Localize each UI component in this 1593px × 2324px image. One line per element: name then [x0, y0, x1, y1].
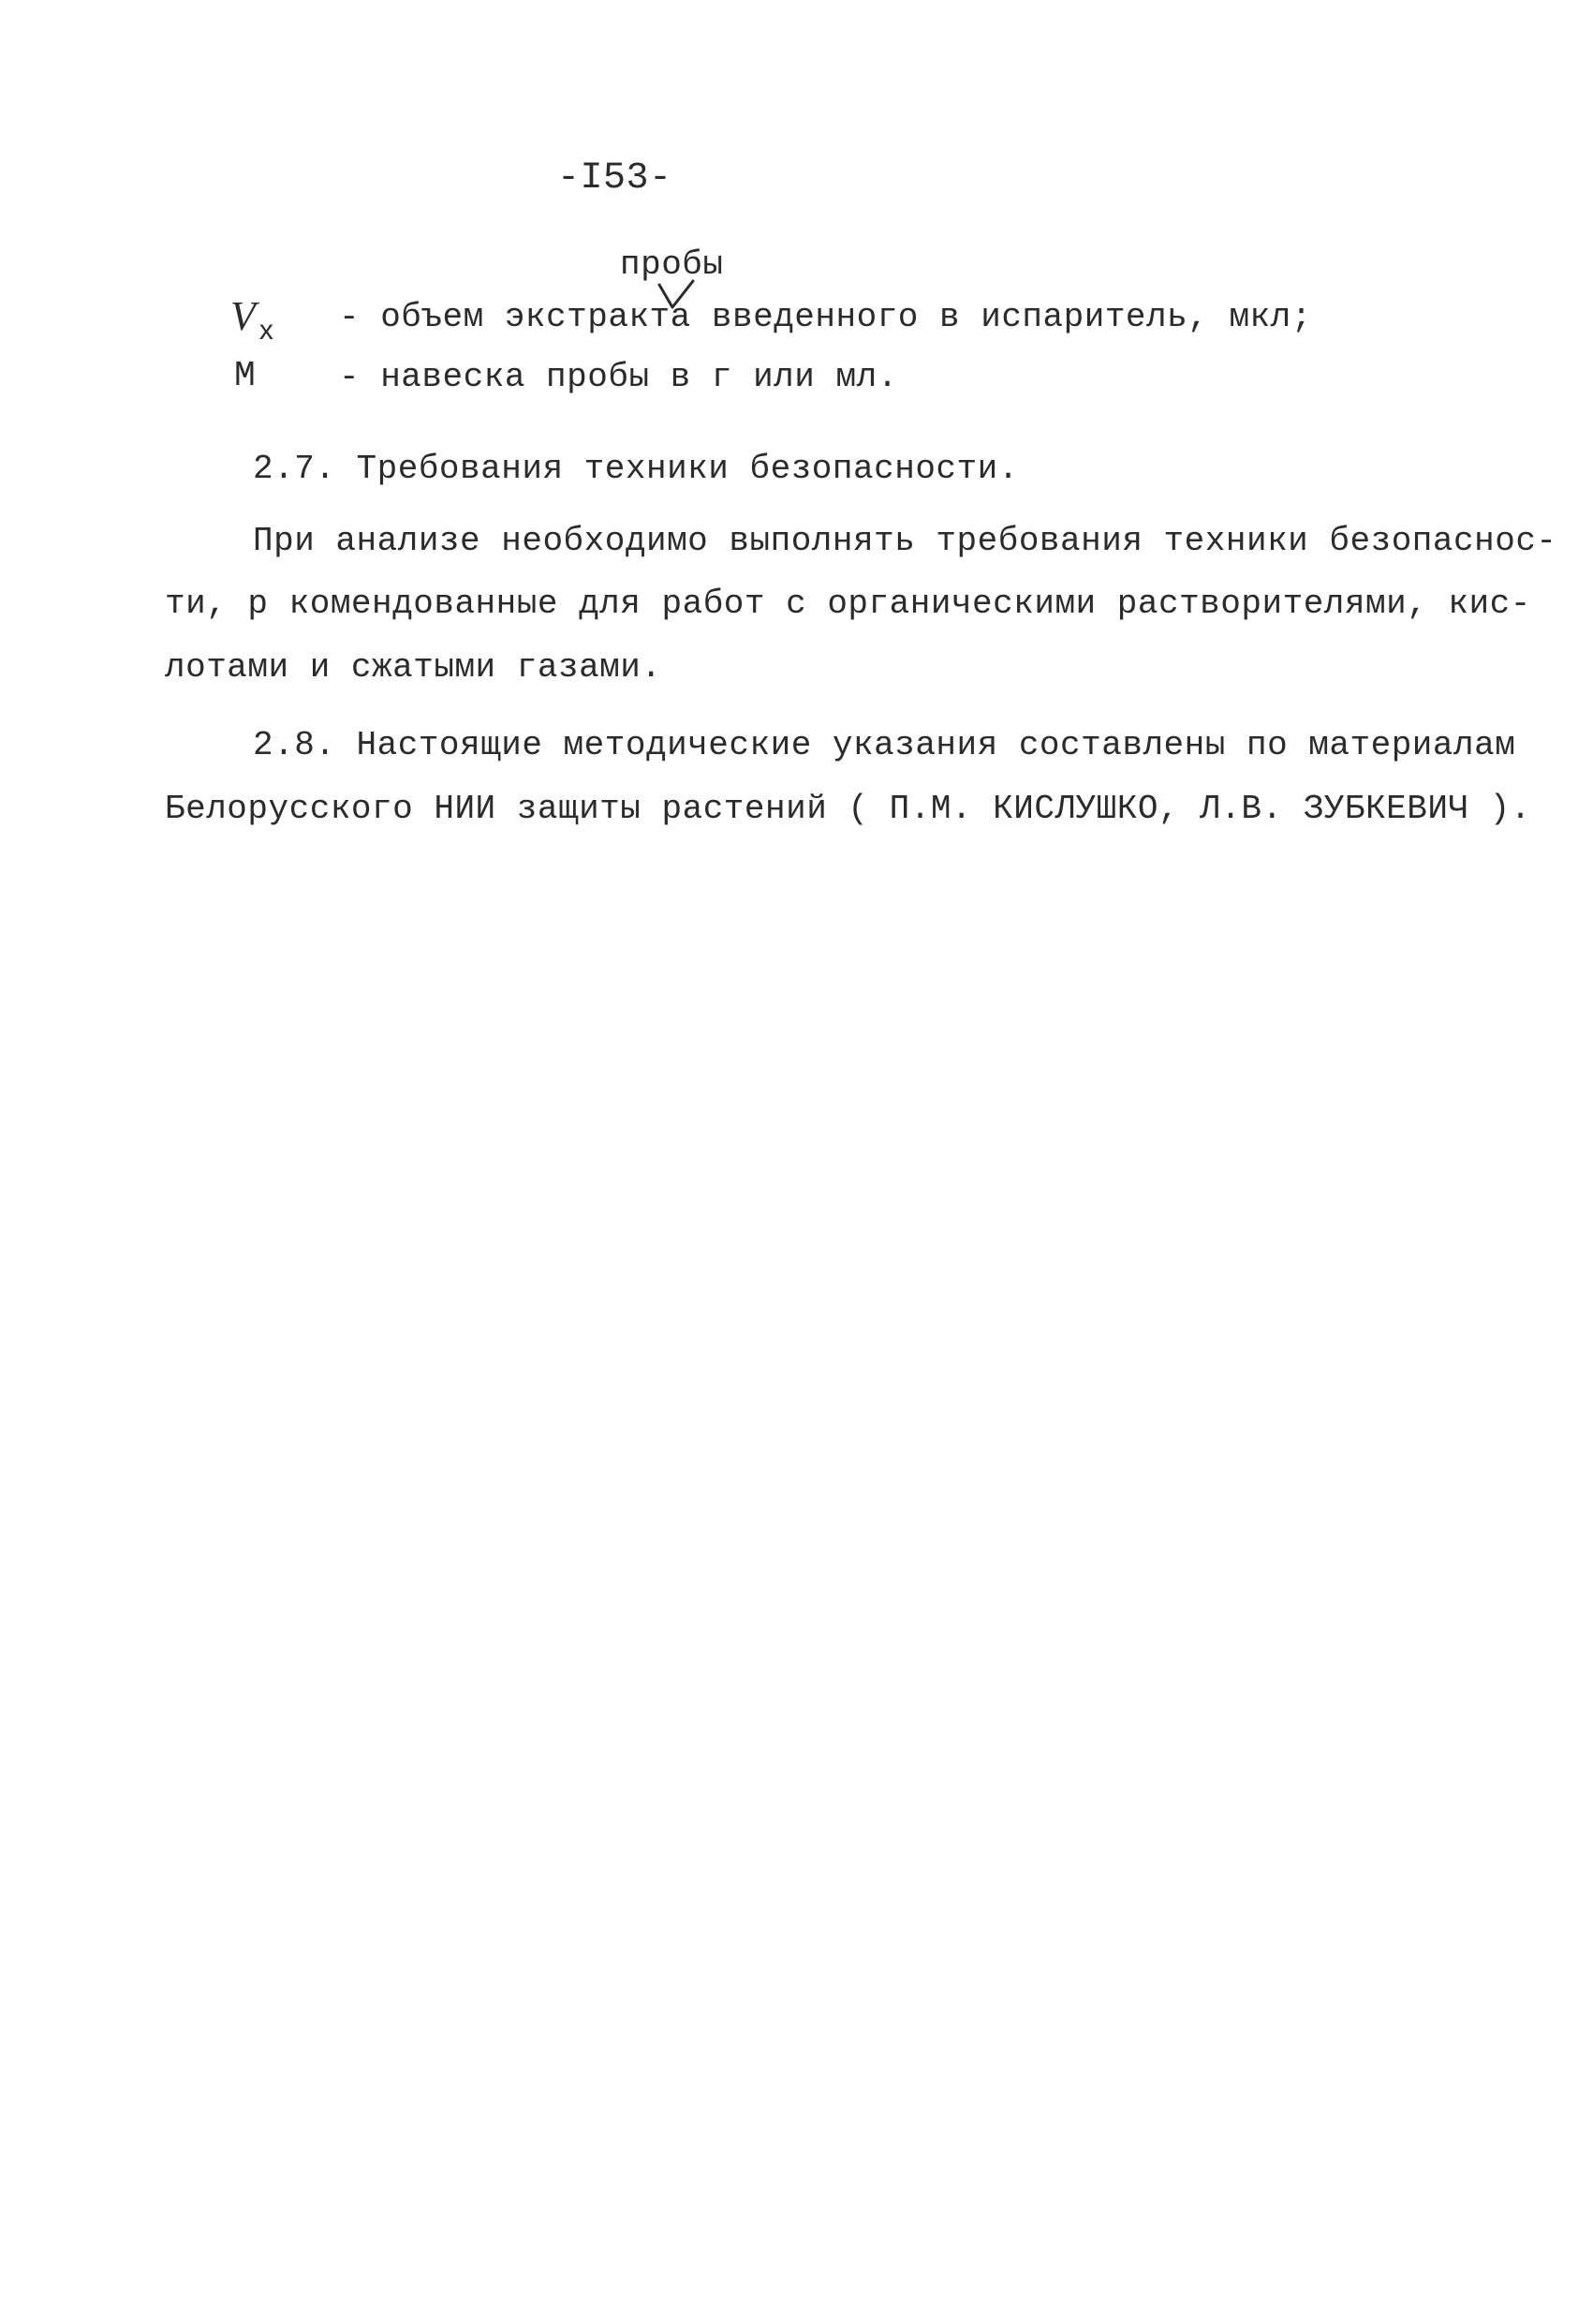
paragraph-line: Белорусского НИИ защиты растений ( П.М. КИСЛУШКО, Л.В. ЗУБКЕВИЧ ).	[165, 790, 1531, 828]
symbol-m: М	[234, 356, 256, 396]
paragraph-line: ти, р комендованные для работ с органическими растворителями, кис-	[165, 585, 1531, 623]
symbol-x-subscript: x	[258, 315, 273, 346]
paragraph-line: При анализе необходимо выполнять требования техники безопаснос-	[253, 522, 1557, 560]
symbol-v: V	[230, 293, 256, 339]
handwritten-insertion: пробы	[620, 245, 724, 284]
paragraph-line: лотами и сжатыми газами.	[165, 648, 662, 687]
symbol-vx	[230, 292, 273, 347]
section-heading-2-7: 2.7. Требования техники безопасности.	[253, 450, 1019, 488]
page-number: -I53-	[557, 157, 672, 200]
paragraph-line: 2.8. Настоящие методические указания составлены по материалам	[253, 726, 1516, 764]
definition-vx: - объем экстракта введенного в испаритель, мкл;	[339, 298, 1312, 336]
definition-m: - навеска пробы в г или мл.	[339, 358, 898, 396]
